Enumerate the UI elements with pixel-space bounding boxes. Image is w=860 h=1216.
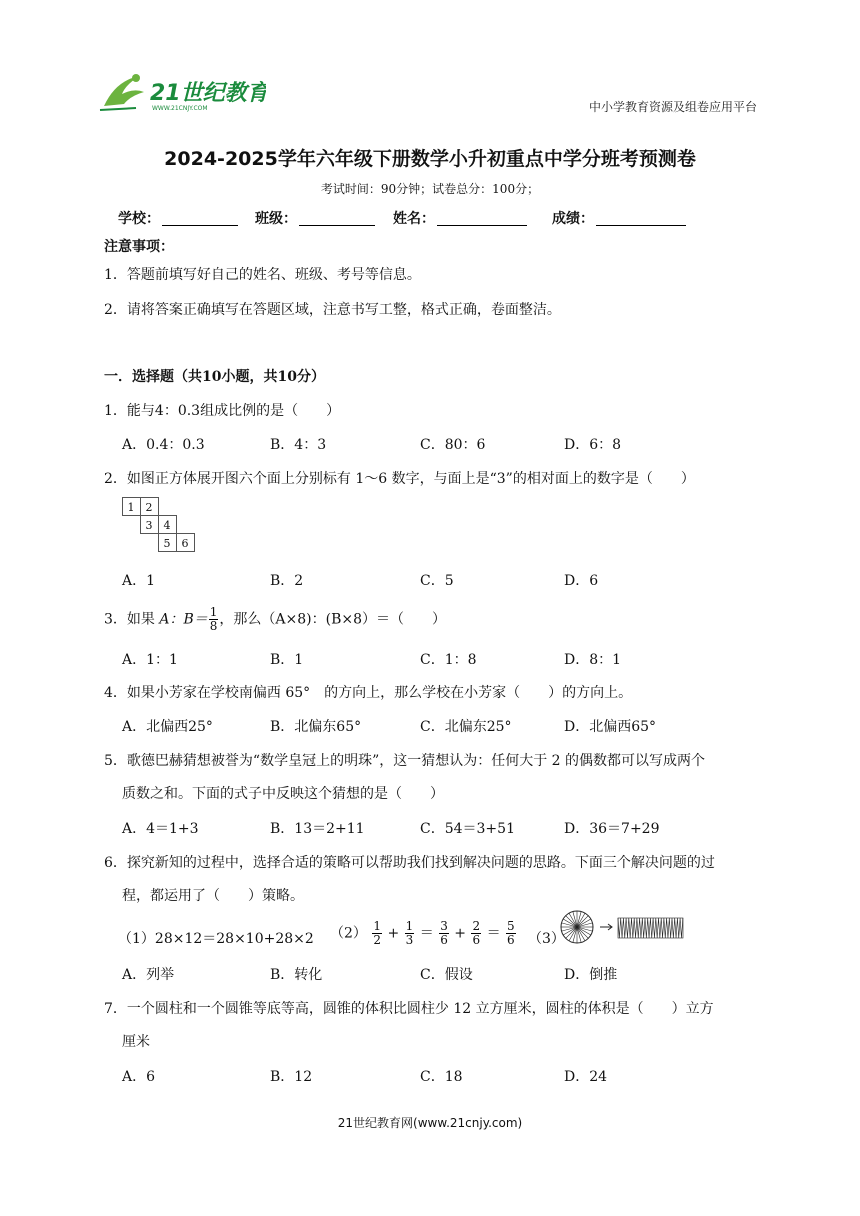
fraction: $\frac{3}{6}$ — [440, 919, 448, 947]
option[interactable]: A．6 — [122, 1069, 156, 1085]
option[interactable]: C．80：6 — [420, 437, 486, 453]
question-3: 3．如果 A：B＝ $\frac{1}{8}$ ，那么（A×8)：(B×8）＝（ ） — [104, 605, 447, 633]
options-2 — [122, 570, 762, 590]
notice-item: 1．答题前填写好自己的姓名、班级、考号等信息。 — [104, 267, 421, 283]
page-title: 2024-2025学年六年级下册数学小升初重点中学分班考预测卷 — [164, 148, 696, 170]
question-7-cont: 厘米 — [122, 1034, 150, 1050]
option[interactable]: A．1 — [122, 573, 156, 589]
net-face: 3 — [145, 519, 153, 532]
option[interactable]: C．北偏东25° — [420, 719, 512, 735]
school-field[interactable]: 学校： — [118, 208, 238, 228]
option[interactable]: C．18 — [420, 1069, 463, 1085]
exam-subtitle: 考试时间：90分钟；试卷总分：100分； — [320, 182, 540, 196]
fraction: $\frac{1}{8}$ — [209, 605, 218, 633]
arrow-right-icon — [600, 924, 612, 930]
circle-to-rectangle-figure — [560, 910, 690, 946]
net-face: 1 — [127, 501, 135, 514]
net-face: 4 — [163, 519, 171, 532]
option[interactable]: A．4＝1+3 — [122, 821, 199, 837]
options-1 — [122, 434, 762, 454]
option[interactable]: C．1：8 — [420, 652, 477, 668]
example-2: （2） $\frac{1}{2}$ + $\frac{1}{3}$ ＝ $\frac{3}{6}$ + $\frac{2}{6}$ ＝ $\frac{5}{6}$ — [330, 919, 515, 947]
option[interactable]: C．5 — [420, 573, 454, 589]
page-footer: 21世纪教育网(www.21cnjy.com) — [337, 1116, 523, 1130]
question-4: 4．如果小芳家在学校南偏西 65° 的方向上，那么学校在小芳家（ ）的方向上。 — [104, 685, 633, 701]
question-6: 6．探究新知的过程中，选择合适的策略可以帮助我们找到解决问题的思路。下面三个解决问题的过 — [104, 855, 715, 871]
cube-net-figure — [122, 497, 202, 555]
platform-text: 中小学教育资源及组卷应用平台 — [588, 100, 757, 114]
example-3: （3） — [528, 931, 565, 947]
options-3 — [122, 649, 762, 669]
net-face: 2 — [145, 501, 153, 514]
net-face: 5 — [163, 537, 171, 550]
logo — [96, 70, 266, 114]
name-field[interactable]: 姓名： — [393, 208, 527, 228]
fraction: $\frac{1}{3}$ — [405, 919, 414, 947]
notice-item: 2．请将答案正确填写在答题区域，注意书写工整，格式正确，卷面整洁。 — [104, 302, 561, 318]
option[interactable]: D．倒推 — [564, 967, 618, 983]
question-1: 1．能与4：0.3组成比例的是（ ） — [104, 403, 341, 419]
option[interactable]: D．36＝7+29 — [564, 821, 660, 837]
question-5: 5．歌德巴赫猜想被誉为“数学皇冠上的明珠”，这一猜想认为：任何大于 2 的偶数都可以写成两个 — [104, 753, 706, 769]
option[interactable]: D．6：8 — [564, 437, 622, 453]
score-field[interactable]: 成绩： — [552, 208, 686, 228]
option[interactable]: A．1：1 — [122, 652, 178, 668]
option[interactable]: B．转化 — [270, 967, 323, 983]
option[interactable]: D．北偏西65° — [564, 719, 657, 735]
option[interactable]: C．假设 — [420, 967, 473, 983]
option[interactable]: B．12 — [270, 1069, 313, 1085]
option[interactable]: B．1 — [270, 652, 304, 668]
options-4 — [122, 716, 762, 736]
option[interactable]: A．列举 — [122, 967, 175, 983]
option[interactable]: B．4：3 — [270, 437, 327, 453]
runner-logo-icon — [96, 70, 266, 114]
example-1: （1）28×12＝28×10+28×2 — [118, 931, 314, 947]
option[interactable]: D．24 — [564, 1069, 608, 1085]
option[interactable]: B．13＝2+11 — [270, 821, 365, 837]
fraction: $\frac{5}{6}$ — [507, 919, 515, 947]
notice-heading: 注意事项： — [104, 239, 174, 255]
option[interactable]: A．北偏西25° — [122, 719, 213, 735]
logo-text: 21世纪教育 — [150, 81, 266, 106]
options-6 — [122, 964, 762, 984]
option[interactable]: B．2 — [270, 573, 304, 589]
class-field[interactable]: 班级： — [255, 208, 375, 228]
net-face: 6 — [181, 537, 189, 550]
options-7 — [122, 1066, 762, 1086]
option[interactable]: D．8：1 — [564, 652, 622, 668]
question-6-cont: 程，都运用了（ ）策略。 — [122, 888, 304, 904]
option[interactable]: D．6 — [564, 573, 599, 589]
question-5-cont: 质数之和。下面的式子中反映这个猜想的是（ ） — [122, 786, 444, 802]
logo-url: WWW.21CNJY.COM — [152, 105, 208, 112]
question-7: 7．一个圆柱和一个圆锥等底等高，圆锥的体积比圆柱少 12 立方厘米，圆柱的体积是（ ）立方 — [104, 1001, 714, 1017]
question-2: 2．如图正方体展开图六个面上分别标有 1～6 数字，与面上是“3”的相对面上的数字是（ ） — [104, 471, 695, 487]
fraction: $\frac{2}{6}$ — [472, 919, 481, 947]
option[interactable]: A．0.4：0.3 — [122, 437, 205, 453]
section-title: 一．选择题（共10小题，共10分） — [104, 369, 325, 385]
option[interactable]: C．54＝3+51 — [420, 821, 515, 837]
options-5 — [122, 818, 762, 838]
fraction: $\frac{1}{2}$ — [373, 919, 382, 947]
option[interactable]: B．北偏东65° — [270, 719, 362, 735]
